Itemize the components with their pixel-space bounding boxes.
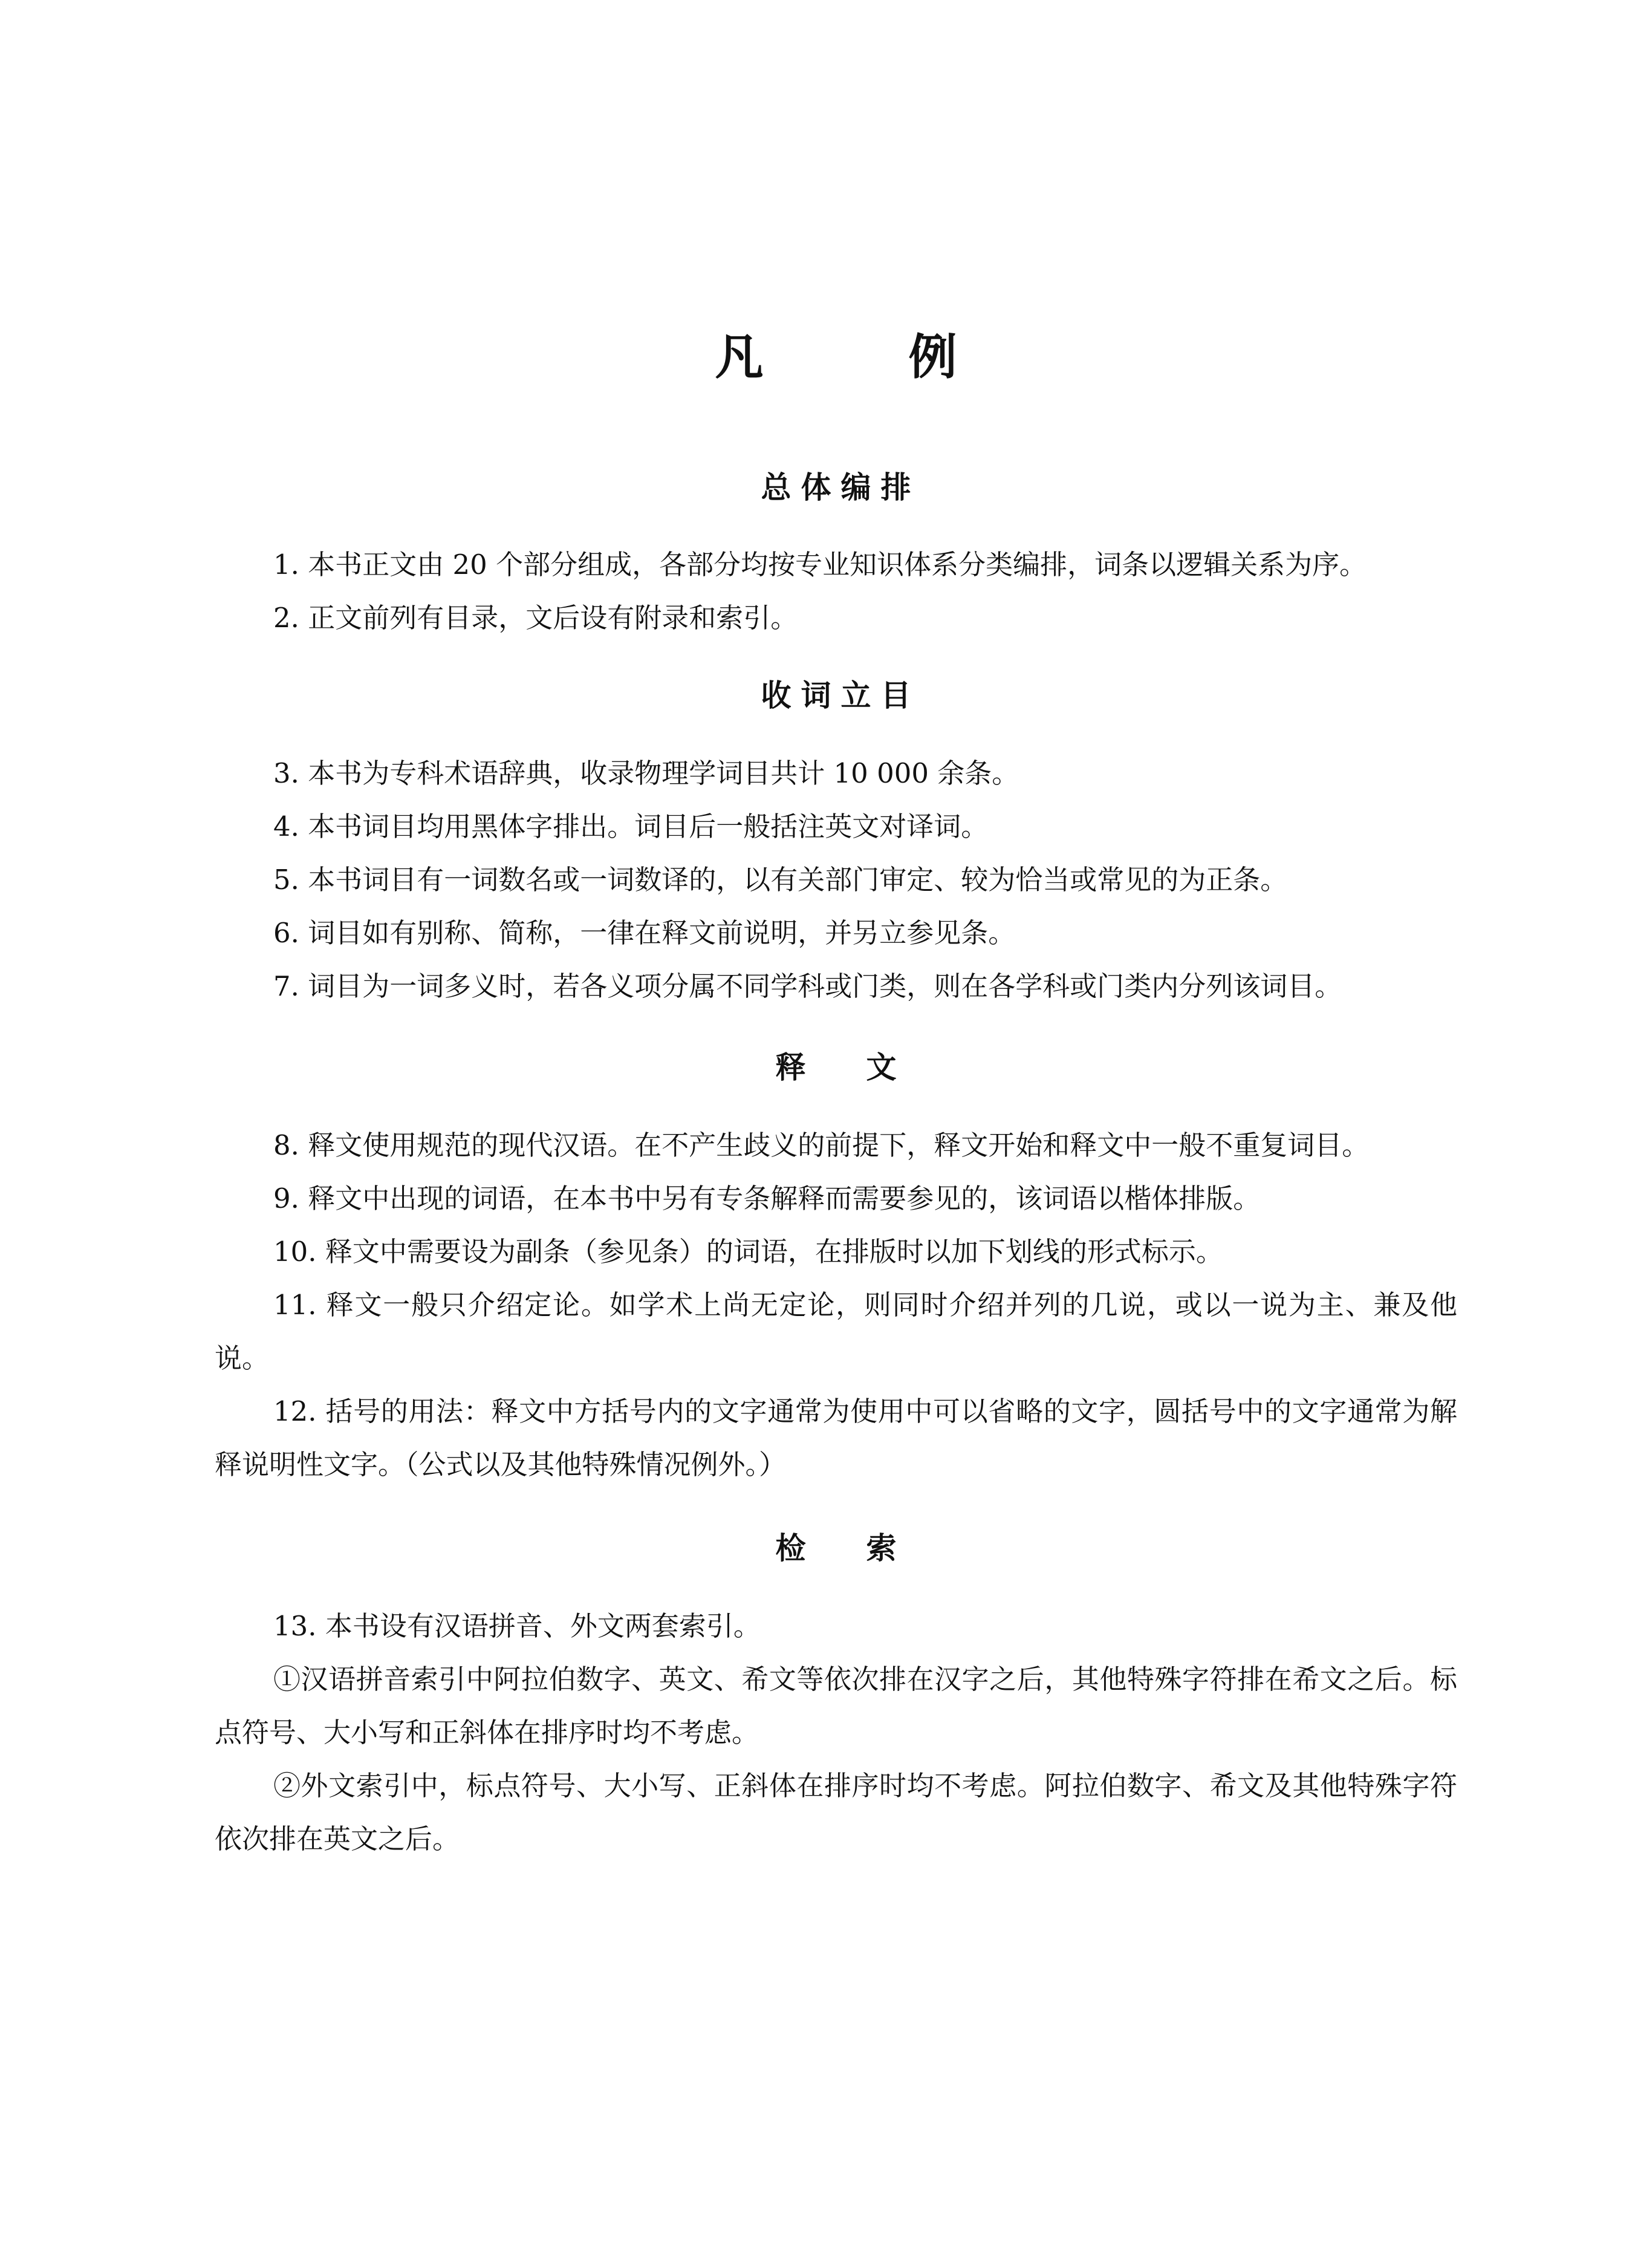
paragraph-6: 6. 词目如有别称、简称，一律在释文前说明，并另立参见条。 bbox=[273, 917, 1016, 949]
paragraph-1: 1. 本书正文由 20 个部分组成，各部分均按专业知识体系分类编排，词条以逻辑关系为序。 bbox=[273, 549, 1367, 581]
paragraph-7: 7. 词目为一词多义时，若各义项分属不同学科或门类，则在各学科或门类内分列该词目。 bbox=[273, 970, 1342, 1002]
paragraph-4: 4. 本书词目均用黑体字排出。词目后一般括注英文对译词。 bbox=[273, 810, 989, 842]
paragraph-8: 8. 释文使用规范的现代汉语。在不产生歧义的前提下，释文开始和释文中一般不重复词目。 bbox=[273, 1129, 1370, 1161]
paragraph-2: 2. 正文前列有目录，文后设有附录和索引。 bbox=[273, 602, 798, 634]
section-heading-retrieval: 检索 bbox=[775, 1531, 957, 1566]
paragraph-3: 3. 本书为专科术语辞典，收录物理学词目共计 10 000 余条。 bbox=[273, 757, 1019, 789]
paragraph-11: 11. 释文一般只介绍定论。如学术上尚无定论，则同时介绍并列的几说，或以一说为主、兼及他说。 bbox=[215, 1289, 1457, 1374]
section-body-entry-selection bbox=[215, 747, 1457, 1013]
section-body-retrieval bbox=[215, 1600, 1457, 1866]
section-heading-entry-selection: 收词立目 bbox=[761, 678, 921, 713]
paragraph-foreign-index: ②外文索引中，标点符号、大小写、正斜体在排序时均不考虑。阿拉伯数字、希文及其他特殊字符依次排在英文之后。 bbox=[215, 1770, 1457, 1855]
section-body-definitions bbox=[215, 1119, 1457, 1491]
paragraph-12: 12. 括号的用法：释文中方括号内的文字通常为使用中可以省略的文字，圆括号中的文字通常为解释说明性文字。（公式以及其他特殊情况例外。） bbox=[215, 1395, 1457, 1481]
section-heading-definitions: 释文 bbox=[775, 1050, 957, 1085]
paragraph-pinyin-index: ①汉语拼音索引中阿拉伯数字、英文、希文等依次排在汉字之后，其他特殊字符排在希文之后。标点符号、大小写和正斜体在排序时均不考虑。 bbox=[215, 1663, 1457, 1748]
section-heading-overall-layout: 总体编排 bbox=[761, 470, 921, 505]
paragraph-9: 9. 释文中出现的词语，在本书中另有专条解释而需要参见的，该词语以楷体排版。 bbox=[273, 1182, 1261, 1214]
paragraph-13: 13. 本书设有汉语拼音、外文两套索引。 bbox=[273, 1610, 761, 1642]
section-body-overall-layout bbox=[215, 538, 1457, 645]
paragraph-10: 10. 释文中需要设为副条（参见条）的词语，在排版时以加下划线的形式标示。 bbox=[273, 1236, 1223, 1268]
paragraph-5: 5. 本书词目有一词数名或一词数译的，以有关部门审定、较为恰当或常见的为正条。 bbox=[273, 864, 1288, 896]
page-title: 凡 例 bbox=[715, 328, 1006, 385]
